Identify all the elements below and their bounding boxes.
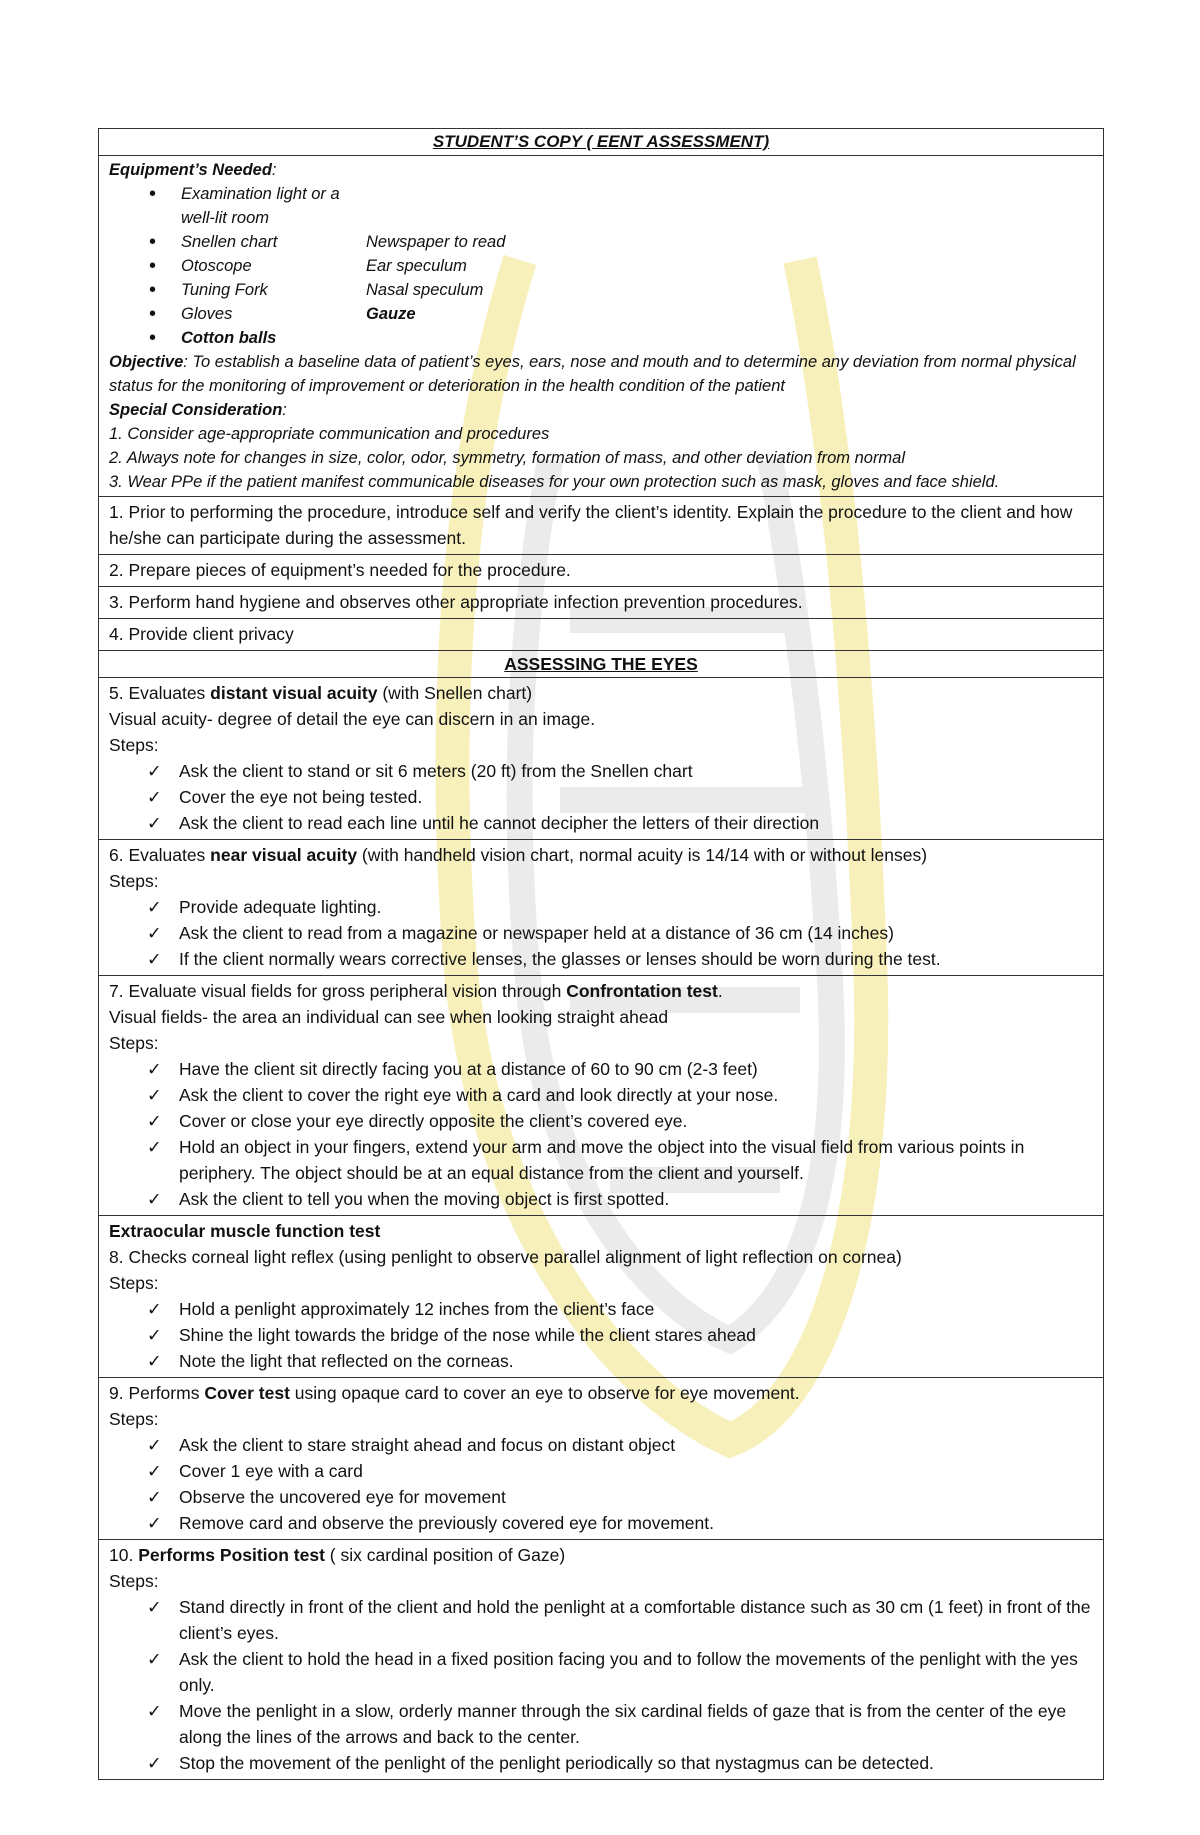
step-8-checklist (109, 1296, 1093, 1374)
step-5-title: 5. Evaluates distant visual acuity (with Snellen chart) (109, 683, 533, 703)
objective: Objective: To establish a baseline data of patient’s eyes, ears, nose and mouth and to determine any deviation from normal physical status for the monitoring of improvement or deterioration in the health condition of the patient (109, 353, 1076, 395)
equipment-item: • Examination light or a well-lit room (149, 182, 1093, 230)
step-6-checklist (109, 894, 1093, 972)
checklist-item: ✓ Hold a penlight approximately 12 inches from the client’s face (145, 1296, 1093, 1322)
step-5-definition: Visual acuity- degree of detail the eye can discern in an image. (109, 709, 596, 729)
special-item: 2. Always note for changes in size, color, odor, symmetry, formation of mass, and other deviation from normal (109, 449, 906, 467)
equipment-item: • Snellen chart Newspaper to read (149, 230, 1093, 254)
special-item: 3. Wear PPe if the patient manifest communicable diseases for your own protection such as mask, gloves and face shield. (109, 473, 1000, 491)
steps-label: Steps: (109, 871, 159, 891)
step-10-checklist (109, 1594, 1093, 1776)
checklist-item: ✓ Ask the client to read each line until he cannot decipher the letters of their direction (145, 810, 1093, 836)
equipment-item: • Gloves Gauze (149, 302, 1093, 326)
checklist-item: ✓ Stand directly in front of the client and hold the penlight at a comfortable distance such as 30 cm (1 feet) in front of the client’s eyes. (145, 1594, 1093, 1646)
step-7-checklist (109, 1056, 1093, 1212)
eent-assessment-sheet (98, 128, 1104, 1780)
checklist-item: ✓ Move the penlight in a slow, orderly manner through the six cardinal fields of gaze that is from the center of the eye along the lines of the arrows and back to the center. (145, 1698, 1093, 1750)
steps-label: Steps: (109, 735, 159, 755)
step-7-title: 7. Evaluate visual fields for gross peripheral vision through Confrontation test. (109, 981, 723, 1001)
step-7-definition: Visual fields- the area an individual can see when looking straight ahead (109, 1007, 669, 1027)
section-assessing-eyes: ASSESSING THE EYES (99, 650, 1103, 677)
step-6-title: 6. Evaluates near visual acuity (with handheld vision chart, normal acuity is 14/14 with or without lenses) (109, 845, 928, 865)
special-item: 1. Consider age-appropriate communication and procedures (109, 425, 550, 443)
step-2: 2. Prepare pieces of equipment’s needed for the procedure. (99, 554, 1103, 586)
step-8 (99, 1215, 1103, 1377)
checklist-item: ✓ Ask the client to hold the head in a fixed position facing you and to follow the movements of the penlight with the yes only. (145, 1646, 1093, 1698)
checklist-item: ✓ Have the client sit directly facing you at a distance of 60 to 90 cm (2-3 feet) (145, 1056, 1093, 1082)
step-4: 4. Provide client privacy (99, 618, 1103, 650)
step-8-title: 8. Checks corneal light reflex (using penlight to observe parallel alignment of light reflection on cornea) (109, 1247, 902, 1267)
checklist-item: ✓ Note the light that reflected on the corneas. (145, 1348, 1093, 1374)
checklist-item: ✓ Shine the light towards the bridge of the nose while the client stares ahead (145, 1322, 1093, 1348)
checklist-item: ✓ Cover the eye not being tested. (145, 784, 1093, 810)
checklist-item: ✓ Ask the client to cover the right eye with a card and look directly at your nose. (145, 1082, 1093, 1108)
step-10 (99, 1539, 1103, 1779)
step-1: 1. Prior to performing the procedure, introduce self and verify the client’s identity. Explain the procedure to the client and how he/she can participate during the assessment. (99, 496, 1103, 554)
checklist-item: ✓ Stop the movement of the penlight of the penlight periodically so that nystagmus can be detected. (145, 1750, 1093, 1776)
equipment-heading: Equipment’s Needed: (109, 161, 277, 179)
step-9-title: 9. Performs Cover test using opaque card to cover an eye to observe for eye movement. (109, 1383, 800, 1403)
checklist-item: ✓ Hold an object in your fingers, extend your arm and move the object into the visual field from various points in periphery. The object should be at an equal distance from the client and yourself. (145, 1134, 1093, 1186)
steps-label: Steps: (109, 1273, 159, 1293)
extraocular-heading: Extraocular muscle function test (109, 1221, 381, 1241)
equipment-item: • Otoscope Ear speculum (149, 254, 1093, 278)
step-9-checklist (109, 1432, 1093, 1536)
special-consideration-heading: Special Consideration: (109, 401, 287, 419)
steps-label: Steps: (109, 1409, 159, 1429)
equipment-list (109, 182, 1093, 350)
checklist-item: ✓ Provide adequate lighting. (145, 894, 1093, 920)
checklist-item: ✓ Observe the uncovered eye for movement (145, 1484, 1093, 1510)
checklist-item: ✓ If the client normally wears corrective lenses, the glasses or lenses should be worn during the test. (145, 946, 1093, 972)
step-10-title: 10. Performs Position test ( six cardinal position of Gaze) (109, 1545, 566, 1565)
checklist-item: ✓ Cover or close your eye directly opposite the client’s covered eye. (145, 1108, 1093, 1134)
equipment-item: • Tuning Fork Nasal speculum (149, 278, 1093, 302)
step-7 (99, 975, 1103, 1215)
checklist-item: ✓ Ask the client to read from a magazine or newspaper held at a distance of 36 cm (14 inches) (145, 920, 1093, 946)
checklist-item: ✓ Remove card and observe the previously covered eye for movement. (145, 1510, 1093, 1536)
checklist-item: ✓ Ask the client to stare straight ahead and focus on distant object (145, 1432, 1093, 1458)
step-9 (99, 1377, 1103, 1539)
steps-label: Steps: (109, 1571, 159, 1591)
equipment-item: • Cotton balls (149, 326, 1093, 350)
checklist-item: ✓ Cover 1 eye with a card (145, 1458, 1093, 1484)
step-5 (99, 677, 1103, 839)
intro-block (99, 155, 1103, 496)
step-5-checklist (109, 758, 1093, 836)
step-6 (99, 839, 1103, 975)
document-title: STUDENT’S COPY ( EENT ASSESSMENT) (432, 132, 770, 151)
checklist-item: ✓ Ask the client to stand or sit 6 meters (20 ft) from the Snellen chart (145, 758, 1093, 784)
steps-label: Steps: (109, 1033, 159, 1053)
checklist-item: ✓ Ask the client to tell you when the moving object is first spotted. (145, 1186, 1093, 1212)
step-3: 3. Perform hand hygiene and observes other appropriate infection prevention procedures. (99, 586, 1103, 618)
